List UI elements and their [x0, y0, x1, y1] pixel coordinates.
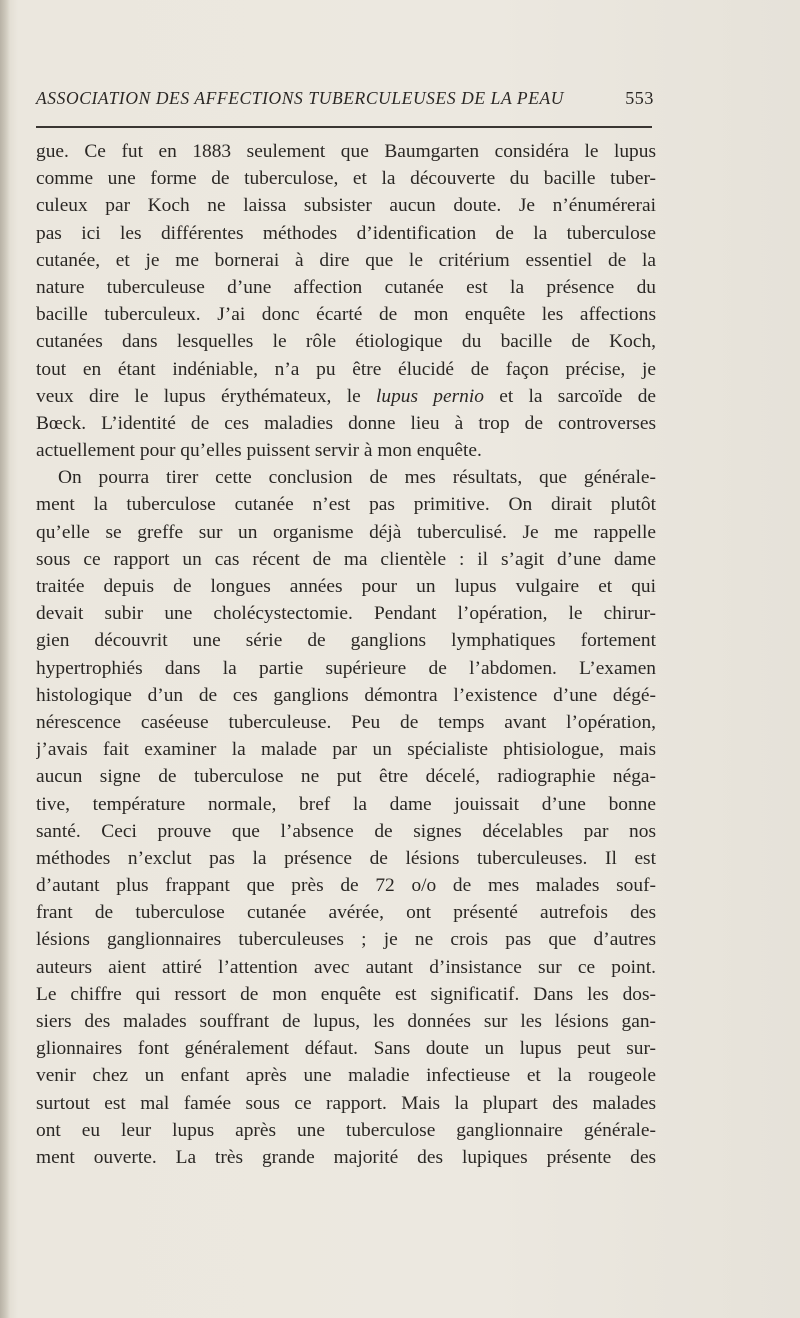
text-line: cutanées dans lesquelles le rôle étiologique du bacille de Koch, — [36, 331, 656, 353]
text-segment: et la sarcoïde de — [483, 385, 656, 407]
text-line: bacille tuberculeux. J’ai donc écarté de mon enquête les affections — [36, 304, 656, 326]
text-line: lésions ganglionnaires tuberculeuses ; je ne crois pas que d’autres — [36, 929, 656, 951]
body-text — [36, 138, 656, 1171]
text-line: gue. Ce fut en 1883 seulement que Baumgarten considéra le lupus — [36, 141, 656, 162]
text-line: tive, température normale, bref la dame jouissait d’une bonne — [36, 793, 656, 815]
text-line: d’autant plus frappant que près de 72 o/o de mes malades souf- — [36, 875, 656, 897]
text-line-with-italic — [36, 383, 656, 410]
header-rule — [36, 126, 652, 128]
gutter-shadow — [0, 0, 10, 1318]
text-line: surtout est mal famée sous ce rapport. Mais la plupart des malades — [36, 1092, 656, 1114]
page-number: 553 — [625, 88, 654, 108]
text-line: méthodes n’exclut pas la présence de lésions tuberculeuses. Il est — [36, 847, 656, 869]
italic-term: lupus pernio — [375, 385, 484, 407]
text-line: gien découvrit une série de ganglions lymphatiques fortement — [36, 630, 656, 652]
text-line: tout en étant indéniable, n’a pu être élucidé de façon précise, je — [36, 358, 656, 380]
text-line: Le chiffre qui ressort de mon enquête est significatif. Dans les dos- — [36, 983, 656, 1005]
text-line: aucun signe de tuberculose ne put être décelé, radiographie néga- — [36, 766, 656, 788]
text-segment: veux dire le lupus érythémateux, le — [36, 385, 376, 407]
text-line: ment la tuberculose cutanée n’est pas primitive. On dirait plutôt — [36, 494, 656, 516]
text-line: nature tuberculeuse d’une affection cutanée est la présence du — [36, 276, 656, 298]
text-line: culeux par Koch ne laissa subsister aucun doute. Je n’énumérerai — [36, 195, 656, 217]
text-line: frant de tuberculose cutanée avérée, ont présenté autrefois des — [36, 902, 656, 924]
running-title: ASSOCIATION DES AFFECTIONS TUBERCULEUSES DE LA PEAU — [36, 88, 565, 108]
text-line: auteurs aient attiré l’attention avec autant d’insistance sur ce point. — [36, 956, 656, 978]
text-line: sous ce rapport un cas récent de ma clientèle : il s’agit d’une dame — [36, 548, 656, 570]
text-line: santé. Ceci prouve que l’absence de signes décelables par nos — [36, 820, 656, 842]
text-line: venir chez un enfant après une maladie infectieuse et la rougeole — [36, 1065, 656, 1087]
text-line: histologique d’un de ces ganglions démontra l’existence d’une dégé- — [36, 684, 656, 706]
text-line: comme une forme de tuberculose, et la découverte du bacille tuber- — [36, 168, 656, 190]
text-line: ont eu leur lupus après une tuberculose ganglionnaire générale- — [36, 1119, 656, 1141]
text-line: pas ici les différentes méthodes d’identification de la tuberculose — [36, 222, 656, 244]
text-line: nérescence caséeuse tuberculeuse. Peu de temps avant l’opération, — [36, 711, 656, 733]
text-line: qu’elle se greffe sur un organisme déjà tuberculisé. Je me rappelle — [36, 521, 656, 543]
text-line: siers des malades souffrant de lupus, les données sur les lésions gan- — [36, 1011, 656, 1032]
text-line: traitée depuis de longues années pour un lupus vulgaire et qui — [36, 576, 656, 597]
paragraph-start-line: On pourra tirer cette conclusion de mes résultats, que générale- — [58, 467, 656, 489]
text-line: hypertrophiés dans la partie supérieure de l’abdomen. L’examen — [36, 657, 656, 679]
running-head — [36, 88, 654, 116]
text-line: j’avais fait examiner la malade par un spécialiste phtisiologue, mais — [36, 739, 656, 761]
text-line: actuellement pour qu’elles puissent servir à mon enquête. — [36, 440, 482, 462]
text-line: glionnaires font généralement défaut. Sans doute un lupus peut sur- — [36, 1038, 656, 1060]
text-line: devait subir une cholécystectomie. Pendant l’opération, le chirur- — [36, 603, 656, 625]
text-line: Bœck. L’identité de ces maladies donne lieu à trop de controverses — [36, 412, 656, 434]
text-line: cutanée, et je me bornerai à dire que le critérium essentiel de la — [36, 249, 656, 271]
text-line: ment ouverte. La très grande majorité des lupiques présente des — [36, 1146, 656, 1168]
